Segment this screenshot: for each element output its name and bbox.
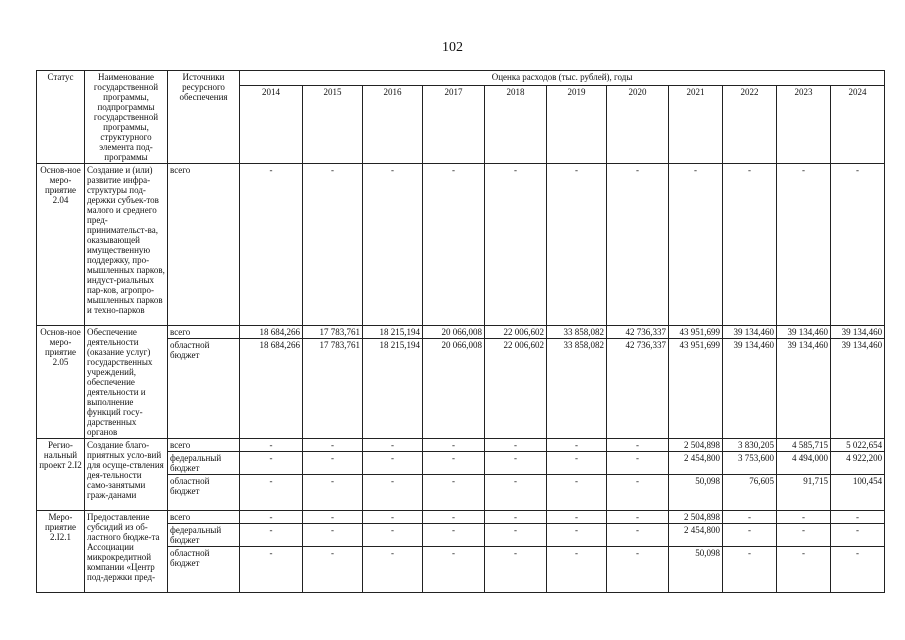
value-cell: - [831,164,885,326]
value-cell: 17 783,761 [303,326,363,339]
value-cell: 2 504,898 [669,439,723,452]
year-header: 2022 [723,85,777,163]
value-cell: - [607,452,669,475]
row-source: всего [168,326,240,339]
value-cell: - [240,475,303,511]
value-cell: - [363,164,423,326]
value-cell: - [547,547,607,593]
value-cell: 39 134,460 [831,339,885,439]
value-cell: - [723,164,777,326]
value-cell: - [423,164,485,326]
row-name: Создание и (или) развитие инфра-структуры под-держки субъек-тов малого и среднего пред-принимательст-ва, оказывающей имущественную поддержку, про-мышленных парков, индуст-риальных пар-ков, агропро-мышленных парков и техно-парков [85,164,168,326]
value-cell: 50,098 [669,475,723,511]
value-cell: - [240,547,303,593]
header-source: Источники ресурсного обеспечения [168,71,240,164]
value-cell: - [240,524,303,547]
value-cell: - [607,524,669,547]
row-name: Предоставление субсидий из об-ластного бюдже-та Ассоциации микрокредитной компании «Центр под-держки пред- [85,511,168,593]
row-source: всего [168,164,240,326]
value-cell: 2 504,898 [669,511,723,524]
value-cell: 17 783,761 [303,339,363,439]
year-header: 2023 [777,85,831,163]
value-cell: - [831,511,885,524]
row-source: федеральный бюджет [168,524,240,547]
row-source: областной бюджет [168,547,240,593]
value-cell: 4 922,200 [831,452,885,475]
header-name: Наименование государственной программы, подпрограммы государственной программы, структурного элемента под-программы [85,71,168,164]
value-cell: 43 951,699 [669,339,723,439]
value-cell: - [303,164,363,326]
table-row [37,439,885,452]
value-cell: - [607,439,669,452]
value-cell: 2 454,800 [669,524,723,547]
value-cell: - [607,511,669,524]
value-cell: - [669,164,723,326]
value-cell: - [723,524,777,547]
value-cell: 50,098 [669,547,723,593]
value-cell: - [303,547,363,593]
value-cell: 20 066,008 [423,326,485,339]
value-cell: - [485,547,547,593]
table-row [37,326,885,339]
row-source: областной бюджет [168,339,240,439]
value-cell: 39 134,460 [777,326,831,339]
value-cell: 39 134,460 [723,339,777,439]
value-cell: - [777,164,831,326]
value-cell: - [607,475,669,511]
year-header: 2016 [363,85,423,163]
year-header: 2015 [303,85,363,163]
value-cell: 18 215,194 [363,326,423,339]
header-status: Статус [37,71,85,164]
value-cell: - [423,524,485,547]
value-cell: 20 066,008 [423,339,485,439]
row-status: Регио-нальный проект 2.I2 [37,439,85,511]
value-cell: - [423,547,485,593]
year-header: 2021 [669,85,723,163]
year-header: 2024 [831,85,885,163]
value-cell: 91,715 [777,475,831,511]
value-cell: - [547,511,607,524]
value-cell: 42 736,337 [607,326,669,339]
value-cell: - [831,524,885,547]
value-cell: - [423,452,485,475]
header-estimate: Оценка расходов (тыс. рублей), годы [240,71,885,86]
value-cell: - [547,475,607,511]
value-cell: - [547,164,607,326]
value-cell: - [240,439,303,452]
value-cell: 22 006,602 [485,339,547,439]
value-cell: - [423,439,485,452]
page-number: 102 [442,40,463,55]
value-cell: - [363,452,423,475]
table-row [37,511,885,524]
value-cell: - [547,452,607,475]
value-cell: - [303,452,363,475]
row-status: Основ-ное меро-приятие 2.04 [37,164,85,326]
value-cell: 4 494,000 [777,452,831,475]
value-cell: - [363,511,423,524]
value-cell: - [607,547,669,593]
value-cell: 39 134,460 [777,339,831,439]
value-cell: 33 858,082 [547,339,607,439]
value-cell: - [303,439,363,452]
row-status: Основ-ное меро-приятие 2.05 [37,326,85,439]
value-cell: - [363,475,423,511]
value-cell: - [485,524,547,547]
value-cell: - [240,511,303,524]
row-source: всего [168,439,240,452]
value-cell: - [303,511,363,524]
value-cell: 18 215,194 [363,339,423,439]
value-cell: - [607,164,669,326]
value-cell: 42 736,337 [607,339,669,439]
value-cell: 39 134,460 [723,326,777,339]
row-name: Обеспечение деятельности (оказание услуг) государственных учреждений, обеспечение деятельности и выполнение функций госу-дарственных органов [85,326,168,439]
budget-table [36,70,885,593]
value-cell: - [423,475,485,511]
value-cell: - [485,452,547,475]
value-cell: 3 830,205 [723,439,777,452]
value-cell: 76,605 [723,475,777,511]
year-header: 2018 [485,85,547,163]
value-cell: - [547,439,607,452]
value-cell: - [777,547,831,593]
value-cell: - [547,524,607,547]
value-cell: - [777,524,831,547]
value-cell: - [831,547,885,593]
value-cell: - [485,475,547,511]
year-header: 2017 [423,85,485,163]
value-cell: - [303,524,363,547]
value-cell: 39 134,460 [831,326,885,339]
year-header: 2014 [240,85,303,163]
year-header: 2020 [607,85,669,163]
value-cell: 5 022,654 [831,439,885,452]
row-source: федеральный бюджет [168,452,240,475]
row-source: областной бюджет [168,475,240,511]
value-cell: - [723,547,777,593]
value-cell: - [240,452,303,475]
value-cell: - [485,164,547,326]
value-cell: 3 753,600 [723,452,777,475]
year-header: 2019 [547,85,607,163]
value-cell: 43 951,699 [669,326,723,339]
value-cell: - [485,439,547,452]
value-cell: 18 684,266 [240,326,303,339]
value-cell: - [363,524,423,547]
value-cell: 4 585,715 [777,439,831,452]
value-cell: - [423,511,485,524]
value-cell: - [723,511,777,524]
value-cell: 22 006,602 [485,326,547,339]
value-cell: 33 858,082 [547,326,607,339]
value-cell: - [303,475,363,511]
value-cell: - [240,164,303,326]
value-cell: - [363,439,423,452]
row-name: Создание благо-приятных усло-вий для осуще-ствления дея-тельности само-занятыми граж-данами [85,439,168,511]
value-cell: 18 684,266 [240,339,303,439]
value-cell: - [485,511,547,524]
table-row [37,164,885,326]
row-source: всего [168,511,240,524]
value-cell: 100,454 [831,475,885,511]
row-status: Меро-приятие 2.I2.1 [37,511,85,593]
value-cell: 2 454,800 [669,452,723,475]
value-cell: - [363,547,423,593]
value-cell: - [777,511,831,524]
